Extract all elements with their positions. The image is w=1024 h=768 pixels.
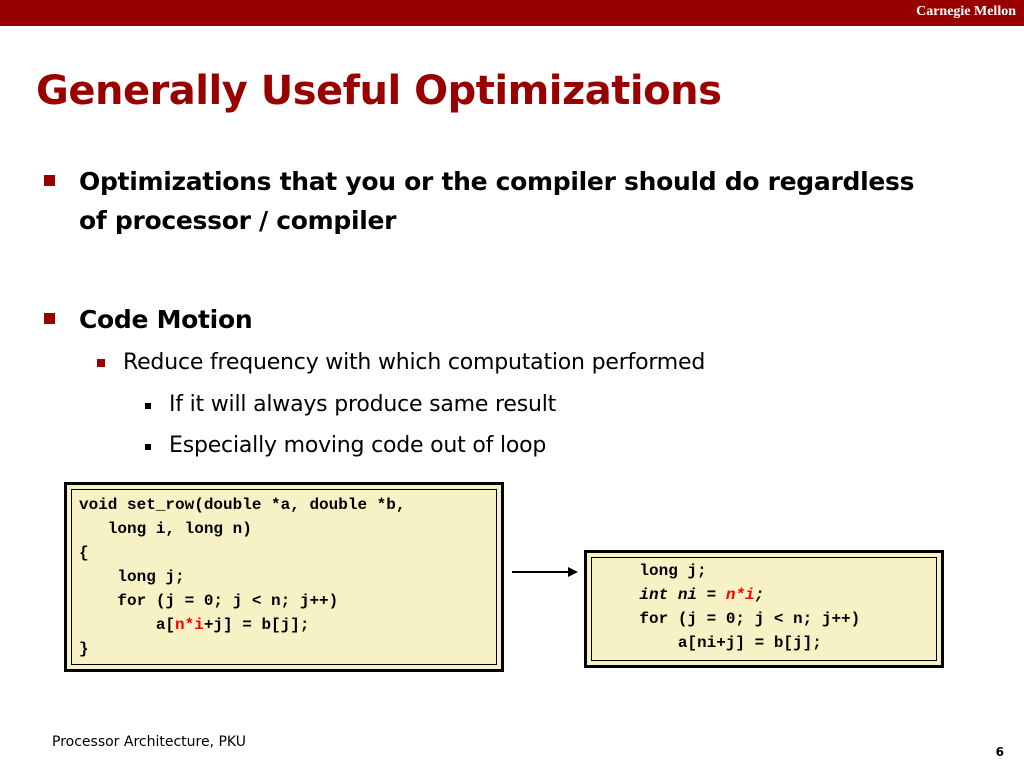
page-number: 6 bbox=[995, 745, 1004, 759]
bullet-code-motion bbox=[44, 300, 252, 339]
code-line: for (j = 0; j < n; j++) bbox=[601, 610, 861, 628]
sub-bullet-square-icon bbox=[97, 359, 105, 367]
bullet-text: Code Motion bbox=[79, 305, 253, 334]
code-line: +j] = b[j]; bbox=[203, 616, 310, 634]
sub-sub-bullet-square-icon bbox=[145, 444, 151, 450]
bullet-line: Optimizations that you or the compiler should do regardless bbox=[79, 167, 915, 196]
code-line: ; bbox=[754, 586, 765, 604]
code-line: } bbox=[79, 640, 89, 658]
sub-sub-bullet-text: If it will always produce same result bbox=[169, 392, 557, 417]
sub-bullet-text: Reduce frequency with which computation performed bbox=[123, 350, 706, 375]
code-line: int ni = bbox=[601, 586, 726, 604]
code-line: void set_row(double *a, double *b, bbox=[79, 496, 406, 514]
bullet-text bbox=[79, 162, 914, 240]
code-line: long i, long n) bbox=[79, 520, 252, 538]
code-line: a[ni+j] = b[j]; bbox=[601, 634, 822, 652]
code-highlight: n*i bbox=[175, 616, 204, 634]
bullet-square-icon bbox=[44, 175, 55, 186]
code-highlight: n*i bbox=[725, 586, 755, 604]
code-box-after bbox=[584, 550, 944, 668]
sub-sub-bullet-square-icon bbox=[145, 403, 151, 409]
sub-sub-bullet-out-of-loop bbox=[145, 432, 546, 460]
bullet-line: of processor / compiler bbox=[79, 206, 397, 235]
brand-label: Carnegie Mellon bbox=[916, 4, 1016, 19]
footer-course: Processor Architecture, PKU bbox=[52, 734, 246, 750]
code-line: { bbox=[79, 544, 89, 562]
sub-bullet-reduce-frequency bbox=[97, 349, 705, 377]
right-arrow-icon bbox=[512, 562, 582, 582]
bullet-square-icon bbox=[44, 313, 55, 324]
code-after bbox=[601, 559, 860, 655]
code-box-before bbox=[64, 482, 504, 672]
code-line: for (j = 0; j < n; j++) bbox=[79, 592, 339, 610]
bullet-optimizations bbox=[44, 162, 984, 240]
slide-title: Generally Useful Optimizations bbox=[36, 68, 722, 114]
sub-sub-bullet-text: Especially moving code out of loop bbox=[169, 433, 547, 458]
header-bar bbox=[0, 0, 1024, 26]
sub-sub-bullet-same-result bbox=[145, 391, 556, 419]
code-before bbox=[79, 493, 405, 661]
code-line: long j; bbox=[79, 568, 185, 586]
code-line: a[ bbox=[79, 616, 176, 634]
code-line: long j; bbox=[601, 562, 707, 580]
